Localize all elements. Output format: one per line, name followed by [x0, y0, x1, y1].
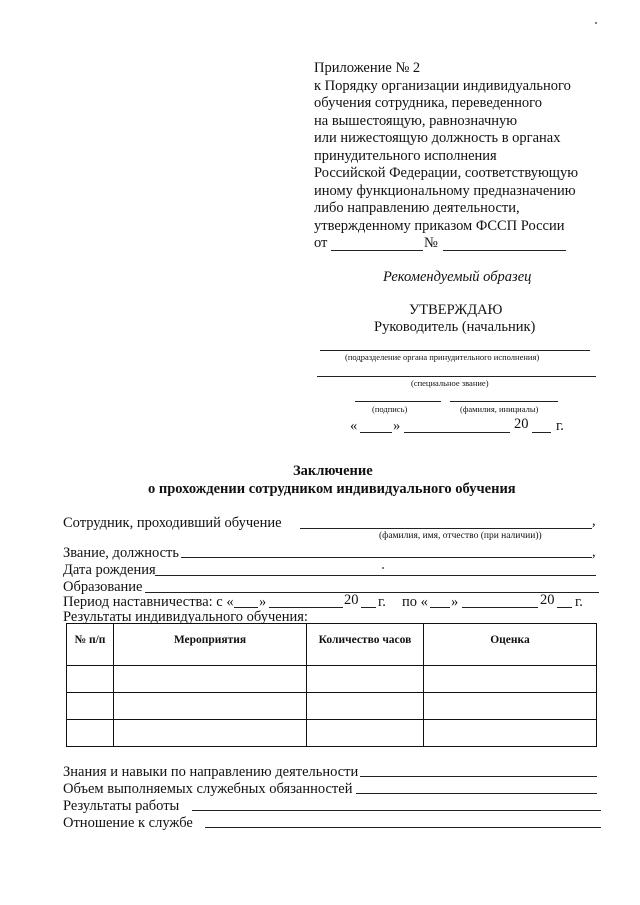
name-line — [450, 401, 558, 402]
appendix-line: Приложение № 2 — [314, 60, 421, 76]
unit-caption: (подразделение органа принудительного исполнения) — [345, 352, 540, 362]
table-cell — [114, 720, 307, 747]
approve-year-line — [532, 432, 551, 433]
table-cell — [307, 666, 424, 693]
appendix-line: либо направлению деятельности, — [314, 200, 520, 216]
appendix-line: Российской Федерации, соответствующую — [314, 165, 579, 181]
period-end-year-line — [557, 607, 572, 608]
table-cell — [424, 693, 597, 720]
name-caption: (фамилия, инициалы) — [460, 404, 539, 414]
table-row — [67, 720, 597, 747]
period-start-year-line — [361, 607, 376, 608]
scan-speck — [382, 567, 384, 569]
appendix-line: на вышестоящую, равнозначную — [314, 112, 518, 129]
header-number: № п/п — [67, 624, 114, 666]
order-date-line — [331, 250, 423, 251]
education-label: Образование — [63, 579, 143, 595]
recommended-sample: Рекомендуемый образец — [383, 269, 532, 285]
birth-date-line — [155, 575, 596, 576]
work-results-line — [192, 810, 601, 811]
approve-year-suffix: г. — [556, 418, 564, 434]
scan-speck — [595, 22, 597, 24]
approve-title: УТВЕРЖДАЮ — [409, 302, 503, 318]
employee-comma: , — [592, 513, 596, 529]
period-end-day-line — [430, 607, 450, 608]
approve-year-prefix: 20 — [514, 416, 529, 432]
volume-label: Объем выполняемых служебных обязанностей — [63, 781, 353, 797]
order-number-prefix: № — [424, 235, 438, 251]
rank-position-line — [181, 557, 592, 558]
period-start-month-line — [269, 607, 343, 608]
period-start-close: » — [259, 594, 267, 610]
attitude-label: Отношение к службе — [63, 815, 193, 831]
rank-comma: , — [592, 544, 596, 560]
period-end-g: г. — [575, 594, 583, 610]
appendix-line: или нижестоящую должность в органах — [314, 130, 561, 146]
document-title: Заключение — [293, 463, 373, 479]
appendix-line: утвержденному приказом ФССП России — [314, 217, 565, 234]
signature-caption: (подпись) — [372, 404, 408, 414]
appendix-line: к Порядку организации индивидуального — [314, 77, 571, 94]
table-cell — [424, 666, 597, 693]
approve-date-open: « — [350, 418, 358, 434]
appendix-line: иному функциональному предназначению — [314, 182, 576, 199]
results-label: Результаты индивидуального обучения: — [63, 609, 308, 625]
header-hours: Количество часов — [307, 624, 424, 666]
appendix-line: принудительного исполнения — [314, 147, 497, 164]
knowledge-label: Знания и навыки по направлению деятельности — [63, 764, 359, 780]
table-cell — [307, 720, 424, 747]
table-cell — [114, 693, 307, 720]
table-cell — [424, 720, 597, 747]
table-cell — [67, 693, 114, 720]
period-start-day-line — [234, 607, 258, 608]
approve-date-close: » — [393, 418, 401, 434]
period-label: Период наставничества: с « — [63, 594, 234, 610]
knowledge-line — [360, 776, 597, 777]
period-to-label: по « — [402, 594, 428, 610]
rank-line — [317, 376, 596, 377]
attitude-line — [205, 827, 601, 828]
employee-caption: (фамилия, имя, отчество (при наличии)) — [379, 531, 542, 541]
table-cell — [67, 720, 114, 747]
period-start-g: г. — [378, 594, 386, 610]
results-table — [66, 623, 597, 747]
table-cell — [67, 666, 114, 693]
approve-month-line — [404, 432, 510, 433]
approve-day-line — [360, 432, 392, 433]
signature-line — [355, 401, 441, 402]
header-grade: Оценка — [424, 624, 597, 666]
volume-line — [356, 793, 597, 794]
table-row — [67, 693, 597, 720]
employee-label: Сотрудник, проходивший обучение — [63, 515, 282, 531]
table-cell — [307, 693, 424, 720]
appendix-block — [314, 60, 614, 235]
table-cell — [114, 666, 307, 693]
table-header-row — [67, 624, 597, 666]
approve-position: Руководитель (начальник) — [374, 319, 536, 335]
unit-line — [320, 350, 590, 351]
appendix-line: обучения сотрудника, переведенного — [314, 95, 542, 111]
table-row — [67, 666, 597, 693]
header-activities: Мероприятия — [114, 624, 307, 666]
order-date-prefix: от — [314, 235, 328, 251]
education-line — [145, 592, 599, 593]
rank-caption: (специальное звание) — [411, 378, 489, 388]
birth-date-label: Дата рождения — [63, 562, 156, 578]
document-subtitle: о прохождении сотрудником индивидуального обучения — [148, 481, 516, 497]
period-end-year: 20 — [540, 592, 555, 608]
order-number-line — [443, 250, 566, 251]
period-start-year: 20 — [344, 592, 359, 608]
period-end-month-line — [462, 607, 538, 608]
employee-field-line — [300, 528, 592, 529]
period-end-close: » — [451, 594, 459, 610]
work-results-label: Результаты работы — [63, 798, 180, 814]
rank-position-label: Звание, должность — [63, 545, 180, 561]
